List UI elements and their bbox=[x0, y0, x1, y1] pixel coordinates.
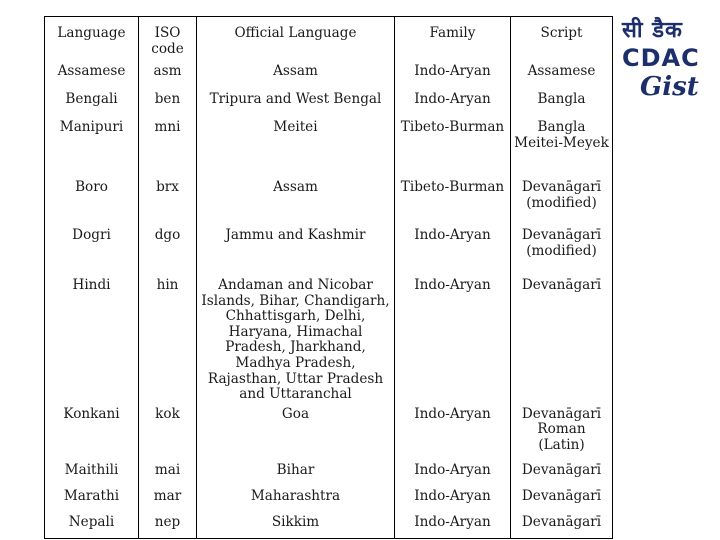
cell-language: Hindi bbox=[45, 275, 139, 404]
cell-iso-code: asm bbox=[139, 61, 197, 89]
logo-gist-text: Gist bbox=[640, 72, 699, 102]
cell-official-language: Bihar bbox=[197, 460, 395, 486]
cell-family: Indo-Aryan bbox=[395, 89, 511, 117]
table-header-row bbox=[45, 17, 613, 62]
cell-family: Indo-Aryan bbox=[395, 275, 511, 404]
cell-official-language: Meitei bbox=[197, 117, 395, 177]
cell-family: Indo-Aryan bbox=[395, 460, 511, 486]
cell-language: Maithili bbox=[45, 460, 139, 486]
cell-language: Boro bbox=[45, 177, 139, 225]
cell-family: Indo-Aryan bbox=[395, 512, 511, 539]
table-row bbox=[45, 275, 613, 404]
cell-iso-code: mai bbox=[139, 460, 197, 486]
table-row bbox=[45, 225, 613, 275]
cdac-gist-logo bbox=[618, 14, 714, 104]
cell-iso-code: dgo bbox=[139, 225, 197, 275]
cell-official-language: Goa bbox=[197, 404, 395, 460]
cell-iso-code: ben bbox=[139, 89, 197, 117]
cell-official-language: Jammu and Kashmir bbox=[197, 225, 395, 275]
cell-script: Bangla Meitei-Meyek bbox=[511, 117, 613, 177]
table-row bbox=[45, 486, 613, 512]
cell-iso-code: brx bbox=[139, 177, 197, 225]
cell-iso-code: mar bbox=[139, 486, 197, 512]
cell-script: Devanāgarī (modified) bbox=[511, 225, 613, 275]
cell-script: Devanāgarī bbox=[511, 512, 613, 539]
header-family: Family bbox=[395, 17, 511, 62]
languages-table bbox=[44, 16, 613, 539]
cell-language: Assamese bbox=[45, 61, 139, 89]
cell-language: Manipuri bbox=[45, 117, 139, 177]
table-row bbox=[45, 89, 613, 117]
cell-iso-code: kok bbox=[139, 404, 197, 460]
cell-official-language: Assam bbox=[197, 177, 395, 225]
cell-script: Devanāgarī bbox=[511, 275, 613, 404]
header-official-language: Official Language bbox=[197, 17, 395, 62]
table-row bbox=[45, 61, 613, 89]
header-language: Language bbox=[45, 17, 139, 62]
cell-iso-code: nep bbox=[139, 512, 197, 539]
cell-official-language: Assam bbox=[197, 61, 395, 89]
table-row bbox=[45, 512, 613, 539]
cell-language: Bengali bbox=[45, 89, 139, 117]
table-row bbox=[45, 117, 613, 177]
cell-language: Marathi bbox=[45, 486, 139, 512]
cell-family: Indo-Aryan bbox=[395, 404, 511, 460]
cell-family: Tibeto-Burman bbox=[395, 177, 511, 225]
cell-official-language: Tripura and West Bengal bbox=[197, 89, 395, 117]
cell-script: Devanāgarī bbox=[511, 460, 613, 486]
cell-script: Bangla bbox=[511, 89, 613, 117]
table-row bbox=[45, 460, 613, 486]
header-iso-code: ISO code bbox=[139, 17, 197, 62]
cell-script: Devanāgarī (modified) bbox=[511, 177, 613, 225]
cell-language: Konkani bbox=[45, 404, 139, 460]
cell-iso-code: mni bbox=[139, 117, 197, 177]
cell-language: Dogri bbox=[45, 225, 139, 275]
cell-script: Devanāgarī bbox=[511, 486, 613, 512]
logo-cdac-text: CDAC bbox=[622, 44, 700, 72]
header-script: Script bbox=[511, 17, 613, 62]
table-row bbox=[45, 177, 613, 225]
cell-official-language: Andaman and Nicobar Islands, Bihar, Chandigarh, Chhattisgarh, Delhi, Haryana, Himachal Pradesh, Jharkhand, Madhya Pradesh, Rajasthan, Uttar Pradesh and Uttaranchal bbox=[197, 275, 395, 404]
cell-script: Assamese bbox=[511, 61, 613, 89]
cell-official-language: Maharashtra bbox=[197, 486, 395, 512]
table-row bbox=[45, 404, 613, 460]
cell-official-language: Sikkim bbox=[197, 512, 395, 539]
cell-iso-code: hin bbox=[139, 275, 197, 404]
cell-family: Indo-Aryan bbox=[395, 486, 511, 512]
cell-script: Devanāgarī Roman (Latin) bbox=[511, 404, 613, 460]
cell-language: Nepali bbox=[45, 512, 139, 539]
cell-family: Indo-Aryan bbox=[395, 225, 511, 275]
cell-family: Indo-Aryan bbox=[395, 61, 511, 89]
cell-family: Tibeto-Burman bbox=[395, 117, 511, 177]
logo-hindi-text: सी डैक bbox=[622, 18, 683, 43]
